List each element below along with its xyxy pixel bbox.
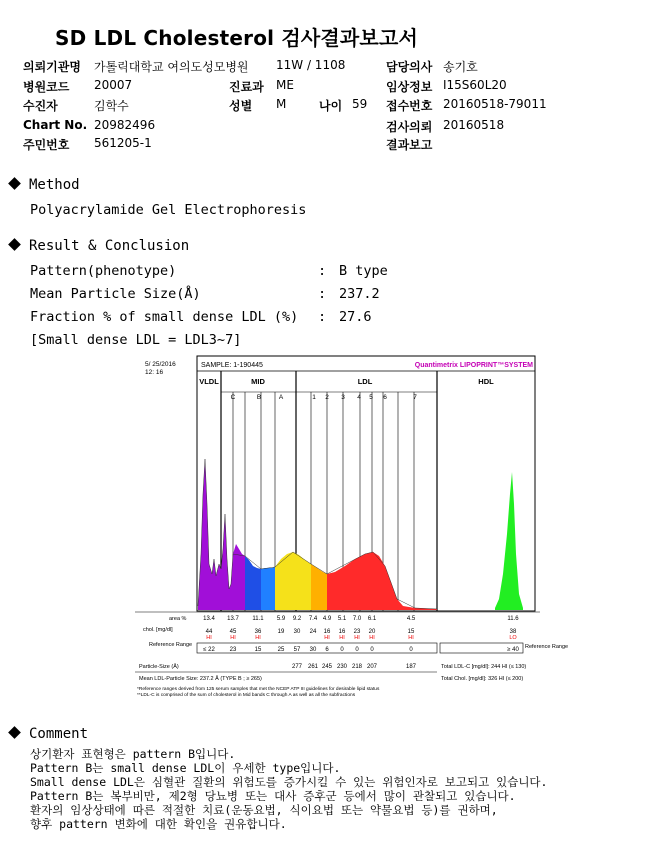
ref-value: 0 xyxy=(355,647,359,653)
ref-value: ≤ 22 xyxy=(203,647,215,653)
area-value: 11.6 xyxy=(507,616,519,622)
chol-value: 30 xyxy=(293,629,301,635)
group-label: VLDL xyxy=(199,377,219,386)
chol-value: 38 xyxy=(509,629,517,635)
particle-size-value: 230 xyxy=(336,664,348,670)
particle-size-value: 277 xyxy=(291,664,303,670)
ref-value: 0 xyxy=(340,647,344,653)
header-label-request-date: 검사의뢰 xyxy=(386,120,433,134)
chart-background xyxy=(135,354,540,698)
particle-size-value: 245 xyxy=(321,664,333,670)
ref-value: 30 xyxy=(309,647,317,653)
diamond-bullet-icon xyxy=(8,177,21,190)
area-value: 4.5 xyxy=(406,616,416,622)
header-label-report-date: 결과보고 xyxy=(386,138,433,152)
area-value: 5.9 xyxy=(276,616,286,622)
comment-heading-text: Comment xyxy=(29,726,89,742)
band-label: A xyxy=(278,394,284,401)
band-label: 1 xyxy=(312,394,316,401)
header-value-physician: 송기호 xyxy=(443,60,478,74)
mean-size: Mean LDL-Particle Size: 237.2 Å (TYPE B ; ≥ 265) xyxy=(139,676,262,682)
row-label-area: area % xyxy=(169,616,187,622)
band-label: 7 xyxy=(413,394,417,401)
row-label-ref: Reference Range xyxy=(149,642,193,648)
ref-value: 6 xyxy=(325,647,329,653)
total-chol: Total Chol. [mg/dl]: 326 HI (≤ 200) xyxy=(441,676,524,682)
mid-a-area xyxy=(261,567,275,610)
header-label-requesting-institution: 의뢰기관명 xyxy=(23,60,81,74)
chol-flag: HI xyxy=(369,635,375,641)
size-colon: : xyxy=(318,286,327,302)
header-value-requesting-institution: 가톨릭대학교 여의도성모병원 xyxy=(94,60,249,74)
chart-brand: Quantimetrix LIPOPRINT™SYSTEM xyxy=(414,362,533,369)
header-label-department: 진료과 xyxy=(229,80,264,94)
header-label-resident-no: 주민번호 xyxy=(23,138,70,152)
header-value-sex: M xyxy=(276,97,287,111)
band-label: 5 xyxy=(369,394,373,401)
header-value-chart-no: 20982496 xyxy=(94,118,156,132)
chol-value: 36 xyxy=(254,629,262,635)
chol-value: 16 xyxy=(323,629,331,635)
comment-line: Small dense LDL은 심혈관 질환의 위험도를 증가시킬 수 있는 위험인자로 보고되고 있습니다. xyxy=(30,775,548,789)
area-value: 4.9 xyxy=(322,616,332,622)
area-value: 13.7 xyxy=(227,616,239,622)
header-value-receipt-no: 20160518-79011 xyxy=(443,97,547,111)
pattern-value: B type xyxy=(339,263,388,279)
header-label-patient: 수진자 xyxy=(23,99,58,113)
band-label: B xyxy=(256,394,262,401)
area-value: 6.1 xyxy=(367,616,377,622)
area-value: 7.4 xyxy=(308,616,318,622)
comment-line: 상기환자 표현형은 pattern B입니다. xyxy=(30,747,236,761)
fraction-label: Fraction % of small dense LDL (%) xyxy=(30,309,299,325)
lipoprint-chart xyxy=(135,354,569,698)
size-label: Mean Particle Size(Å) xyxy=(30,286,201,302)
chart-date: 5/ 25/2016 xyxy=(145,361,176,368)
method-heading-text: Method xyxy=(29,177,80,193)
header-label-physician: 담당의사 xyxy=(386,60,433,74)
particle-size-value: 207 xyxy=(366,664,378,670)
ref-value: 15 xyxy=(254,647,262,653)
chol-value: 15 xyxy=(407,629,415,635)
chol-flag: HI xyxy=(408,635,414,641)
group-label: LDL xyxy=(357,377,373,386)
ref-value: 23 xyxy=(229,647,237,653)
chol-flag: LO xyxy=(509,635,517,641)
chol-value: 44 xyxy=(205,629,213,635)
comment-heading xyxy=(10,726,88,742)
header-label-age: 나이 xyxy=(319,99,343,113)
ref-value: 0 xyxy=(370,647,374,653)
area-value: 9.2 xyxy=(292,616,302,622)
chol-value: 23 xyxy=(353,629,361,635)
band-label: 2 xyxy=(325,394,329,401)
row-label-size: Particle-Size (Å) xyxy=(139,664,179,670)
result-heading xyxy=(10,238,189,254)
area-value: 11.1 xyxy=(252,616,264,622)
chol-flag: HI xyxy=(339,635,345,641)
header-label-receipt-no: 접수번호 xyxy=(386,99,433,113)
band-label: C xyxy=(230,394,236,401)
header-label-sex: 성별 xyxy=(229,99,253,113)
ref-value: 25 xyxy=(277,647,285,653)
band-label: 4 xyxy=(357,394,361,401)
pattern-label: Pattern(phenotype) xyxy=(30,263,177,279)
particle-size-value: 187 xyxy=(405,664,417,670)
header-value-age: 59 xyxy=(352,97,368,111)
chol-value: 24 xyxy=(309,629,317,635)
ref-label-hdl: Reference Range xyxy=(525,644,569,650)
chol-value: 16 xyxy=(338,629,346,635)
small-dense-note: [Small dense LDL = LDL3~7] xyxy=(30,332,242,348)
header-value-clinical-info: I15S60L20 xyxy=(443,78,507,92)
footnote-2: **LDL-C is comprised of the sum of cholesterol in Mid bands C through A as well as all the subfractions xyxy=(137,693,356,698)
size-value: 237.2 xyxy=(339,286,380,302)
chart-time: 12: 16 xyxy=(145,369,164,376)
footnote-1: *Reference ranges derived from 125 serum samples that met the NCEP ATP III guidelines for desirable lipid status xyxy=(137,687,380,692)
header-label-chart-no: Chart No. xyxy=(23,118,88,132)
chol-flag: HI xyxy=(206,635,212,641)
header-label-hospital-code: 병원코드 xyxy=(23,80,70,94)
row-label-chol: chol. [mg/dl] xyxy=(143,627,173,633)
chol-value: 45 xyxy=(229,629,237,635)
header-value-request-date: 20160518 xyxy=(443,118,505,132)
comment-line: Pattern B는 small dense LDL이 우세한 type입니다. xyxy=(30,761,341,775)
result-heading-text: Result & Conclusion xyxy=(29,238,190,254)
band-label: 3 xyxy=(341,394,345,401)
comment-line: 향후 pattern 변화에 대한 확인을 권유합니다. xyxy=(30,817,287,831)
group-label: HDL xyxy=(478,377,494,386)
chol-value: 20 xyxy=(368,629,376,635)
ref-value: 0 xyxy=(409,647,413,653)
method-heading xyxy=(10,177,80,193)
header-value-patient: 김학수 xyxy=(94,99,129,113)
method-text: Polyacrylamide Gel Electrophoresis xyxy=(30,202,307,218)
report-title: SD LDL Cholesterol 검사결과보고서 xyxy=(55,26,418,50)
comment-line: Pattern B는 복부비만, 제2형 당뇨병 또는 대사 증후군 등에서 많이 관찰되고 있습니다. xyxy=(30,789,516,803)
area-value: 5.1 xyxy=(337,616,347,622)
diamond-bullet-icon xyxy=(8,726,21,739)
group-label: MID xyxy=(251,377,265,386)
header-value-resident-no: 561205-1 xyxy=(94,136,152,150)
header-value-hospital-code: 20007 xyxy=(94,78,133,92)
ref-value: 57 xyxy=(293,647,301,653)
chol-flag: HI xyxy=(230,635,236,641)
chol-flag: HI xyxy=(324,635,330,641)
band-label: 6 xyxy=(383,394,387,401)
comment-line: 환자의 임상상태에 따른 적절한 치료(운동요법, 식이요법 또는 약물요법 등)를 권하며, xyxy=(30,803,498,817)
particle-size-value: 261 xyxy=(307,664,319,670)
header-value-ward-bed: 11W / 1108 xyxy=(276,58,346,72)
chart-sample: SAMPLE: 1-190445 xyxy=(201,362,263,369)
total-ldl: Total LDL-C [mg/dl]: 244 HI (≤ 130) xyxy=(441,664,527,670)
chol-value: 19 xyxy=(277,629,285,635)
fraction-colon: : xyxy=(318,309,327,325)
header-value-department: ME xyxy=(276,78,294,92)
area-value: 7.0 xyxy=(352,616,362,622)
chol-flag: HI xyxy=(255,635,261,641)
fraction-value: 27.6 xyxy=(339,309,372,325)
particle-size-value: 218 xyxy=(351,664,363,670)
pattern-colon: : xyxy=(318,263,327,279)
diamond-bullet-icon xyxy=(8,238,21,251)
chol-flag: HI xyxy=(354,635,360,641)
ref-value: ≥ 40 xyxy=(507,647,519,653)
header-label-clinical-info: 임상정보 xyxy=(386,80,433,94)
area-value: 13.4 xyxy=(203,616,215,622)
